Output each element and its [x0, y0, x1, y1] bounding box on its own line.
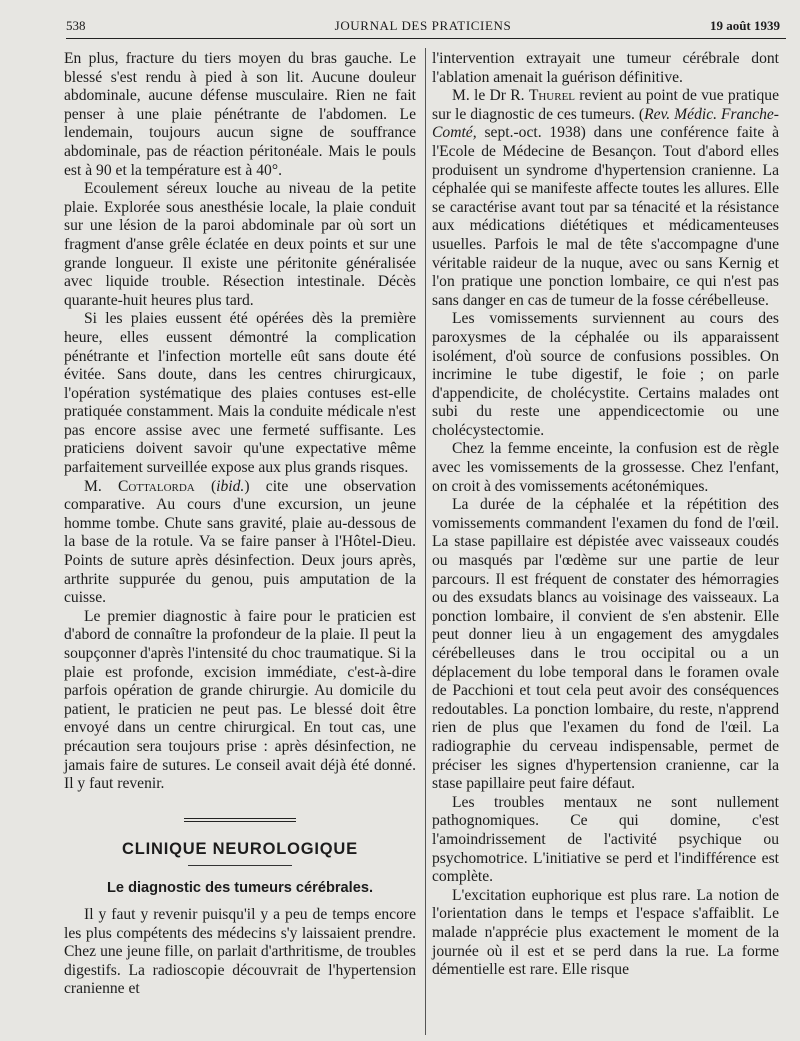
text-run: M. [84, 477, 102, 495]
paragraph: Chez la femme enceinte, la confusion est de règle avec les vomissements de la grossesse. Chez l'enfant, on croit à des vomissements acétonémiques. [432, 440, 779, 495]
paragraph [432, 87, 779, 310]
header-rule [66, 38, 786, 39]
reference-ibid: ibid. [216, 477, 245, 495]
text-run: cite une observation comparative. Au cours d'une excursion, un jeune homme tombe. Chute sans gravité, plaie au-dessous de la base de la rotule. Va se faire panser à l'Hôtel-Dieu. Points de suture après désinfection. Deux jours après, arthrite suppurée du genou, puis amputation de la cuisse. [64, 477, 417, 607]
paragraph: Ecoulement séreux louche au niveau de la petite plaie. Explorée sous anesthésie locale, la plaie conduit sur une lésion de la paroi abdominale par où sort un fragment d'anse grêle éclatée en deux points et sur une grande longueur. Il existe une péritonite généralisée avec liquide trouble. Résection intestinale. Décès quarante-huit heures plus tard. [64, 180, 416, 309]
column-divider [425, 48, 426, 1035]
title-rule [188, 865, 292, 866]
author-name: Cottalorda [118, 477, 195, 495]
section-title: CLINIQUE NEUROLOGIQUE [122, 839, 358, 858]
journal-title: JOURNAL DES PRATICIENS [334, 18, 512, 33]
paragraph: En plus, fracture du tiers moyen du bras gauche. Le blessé s'est rendu à pied à son lit. Aucune douleur abdominale, aucune défense musculaire. Rien ne fait penser à une plaie pénétrante de l'abdomen. Le lendemain, toujours aucun signe de souffrance abdominale, pas de réaction péritonéale. Mais le pouls est à 90 et la température est à 40°. [64, 50, 416, 179]
section-divider [184, 818, 296, 822]
paragraph: Si les plaies eussent été opérées dès la première heure, elles eussent démontré la complication pénétrante et l'infection mortelle eût sans doute été évitée. Sans doute, dans les centres chirurgicaux, l'opération systématique des plaies contuses est-elle pratiquée constamment. Mais la conduite médicale n'est pas encore assise avec une fermeté suffisante. Les praticiens doivent savoir qu'une expectative même parfaitement surveillée expose aux plus grands risques. [64, 310, 416, 477]
right-column [432, 50, 779, 980]
page-header [66, 18, 780, 40]
paragraph: M. Cottalorda (ibid.) cite une observation comparative. Au cours d'une excursion, un jeune homme tombe. Chute sans gravité, plaie au-dessous de la base de la rotule. Va se faire panser à l'Hôtel-Dieu. Points de suture après désinfection. Deux jours après, arthrite suppurée du genou, puis amputation de la cuisse. [64, 477, 417, 607]
page-number: 538 [66, 18, 86, 33]
paragraph: L'excitation euphorique est plus rare. La notion de l'orientation dans le temps et l'espace s'affaiblit. Le malade n'apprécie plus exactement le moment de la journée où il est et se perd dans la rue. La forme démentielle est rare. Elle risque [432, 886, 779, 979]
text-run: revient au point de vue pratique sur le diagnostic de ces tumeurs. ( [432, 87, 779, 123]
paragraph: l'intervention extrayait une tumeur cérébrale dont l'ablation amenait la guérison définitive. [432, 50, 779, 86]
paragraph: Il y faut y revenir puisqu'il y a peu de temps encore les plus compétents des médecins s'y laissaient prendre. Chez une jeune fille, on parlait d'arthritisme, de troubles digestifs. La radioscopie découvrait de l'hypertension cranienne et [64, 905, 416, 998]
text-run: M. le Dr R. [452, 87, 525, 105]
paragraph: Les troubles mentaux ne sont nullement pathognomiques. Ce qui domine, c'est l'amoindrissement de l'activité psychique ou psychomotrice. L'initiative se perd et l'indifférence est complète. [432, 793, 779, 886]
reference-journal: Rev. Médic. Franche-Comté, [432, 105, 779, 142]
text-run: sept.-oct. 1938) dans une conférence faite à l'Ecole de Médecine de Besançon. Tout d'abord elles produisent un syndrome d'hypertension cranienne. La céphalée qui se manifeste affecte toutes les allures. Elle se caractérise avant tout par sa ténacité et la résistance aux médications diététiques et médicamenteuses usuelles. Parfois le mal de tête s'accompagne d'une véritable raideur de la nuque, avec ou sans Kernig et l'on pratique une ponction lombaire, ce qui n'est pas sans danger en cas de tumeur de la fosse cérébelleuse. [432, 124, 779, 309]
paragraph: Le premier diagnostic à faire pour le praticien est d'abord de connaître la profondeur de la plaie. Il peut la soupçonner d'après l'intensité du choc traumatique. Si la plaie est profonde, excision immédiate, c'est-à-dire parfois opération de grande chirurgie. Au domicile du patient, le praticien ne peut pas. Le blessé doit être envoyé dans un centre chirurgical. En tout cas, une précaution sera toujours prise : après désinfection, ne jamais faire de sutures. Le conseil avait déjà été donné. Il y faut revenir. [64, 607, 416, 793]
author-name: Thurel [528, 87, 576, 105]
issue-date: 19 août 1939 [709, 18, 780, 33]
left-column [64, 50, 416, 999]
paragraph: Les vomissements surviennent au cours des paroxysmes de la céphalée ou ils apparaissent isolément, d'où source de confusions possibles. On incrimine le tube digestif, le foie ; on parle d'appendicite, de cholécystite. Certains malades ont subi du reste une appendicectomie ou une cholécystectomie. [432, 310, 779, 439]
paragraph: La durée de la céphalée et la répétition des vomissements commandent l'examen du fond de l'œil. La stase papillaire est dépistée avec vaisseaux coudés ou masqués par l'œdème sur une partie de leur parcours. Il est fréquent de constater des hémorragies ou des exsudats blancs au voisinage des vaisseaux. La ponction lombaire, il convient de s'en abstenir. Elle peut donner lieu à un engagement des amygdales cérébelleuses dans le trou occipital ou a un déplacement du lobe temporal dans le foramen ovale de Pacchioni et tout cela peut avoir des conséquences redoutables. La ponction lombaire, du reste, n'apprend rien de plus que l'examen du fond de l'œil. La radiographie du cerveau indispensable, permet de préciser les signes d'hypertension cranienne, car la stase papillaire peut faire défaut. [432, 496, 779, 793]
article-subtitle: Le diagnostic des tumeurs cérébrales. [106, 880, 374, 897]
